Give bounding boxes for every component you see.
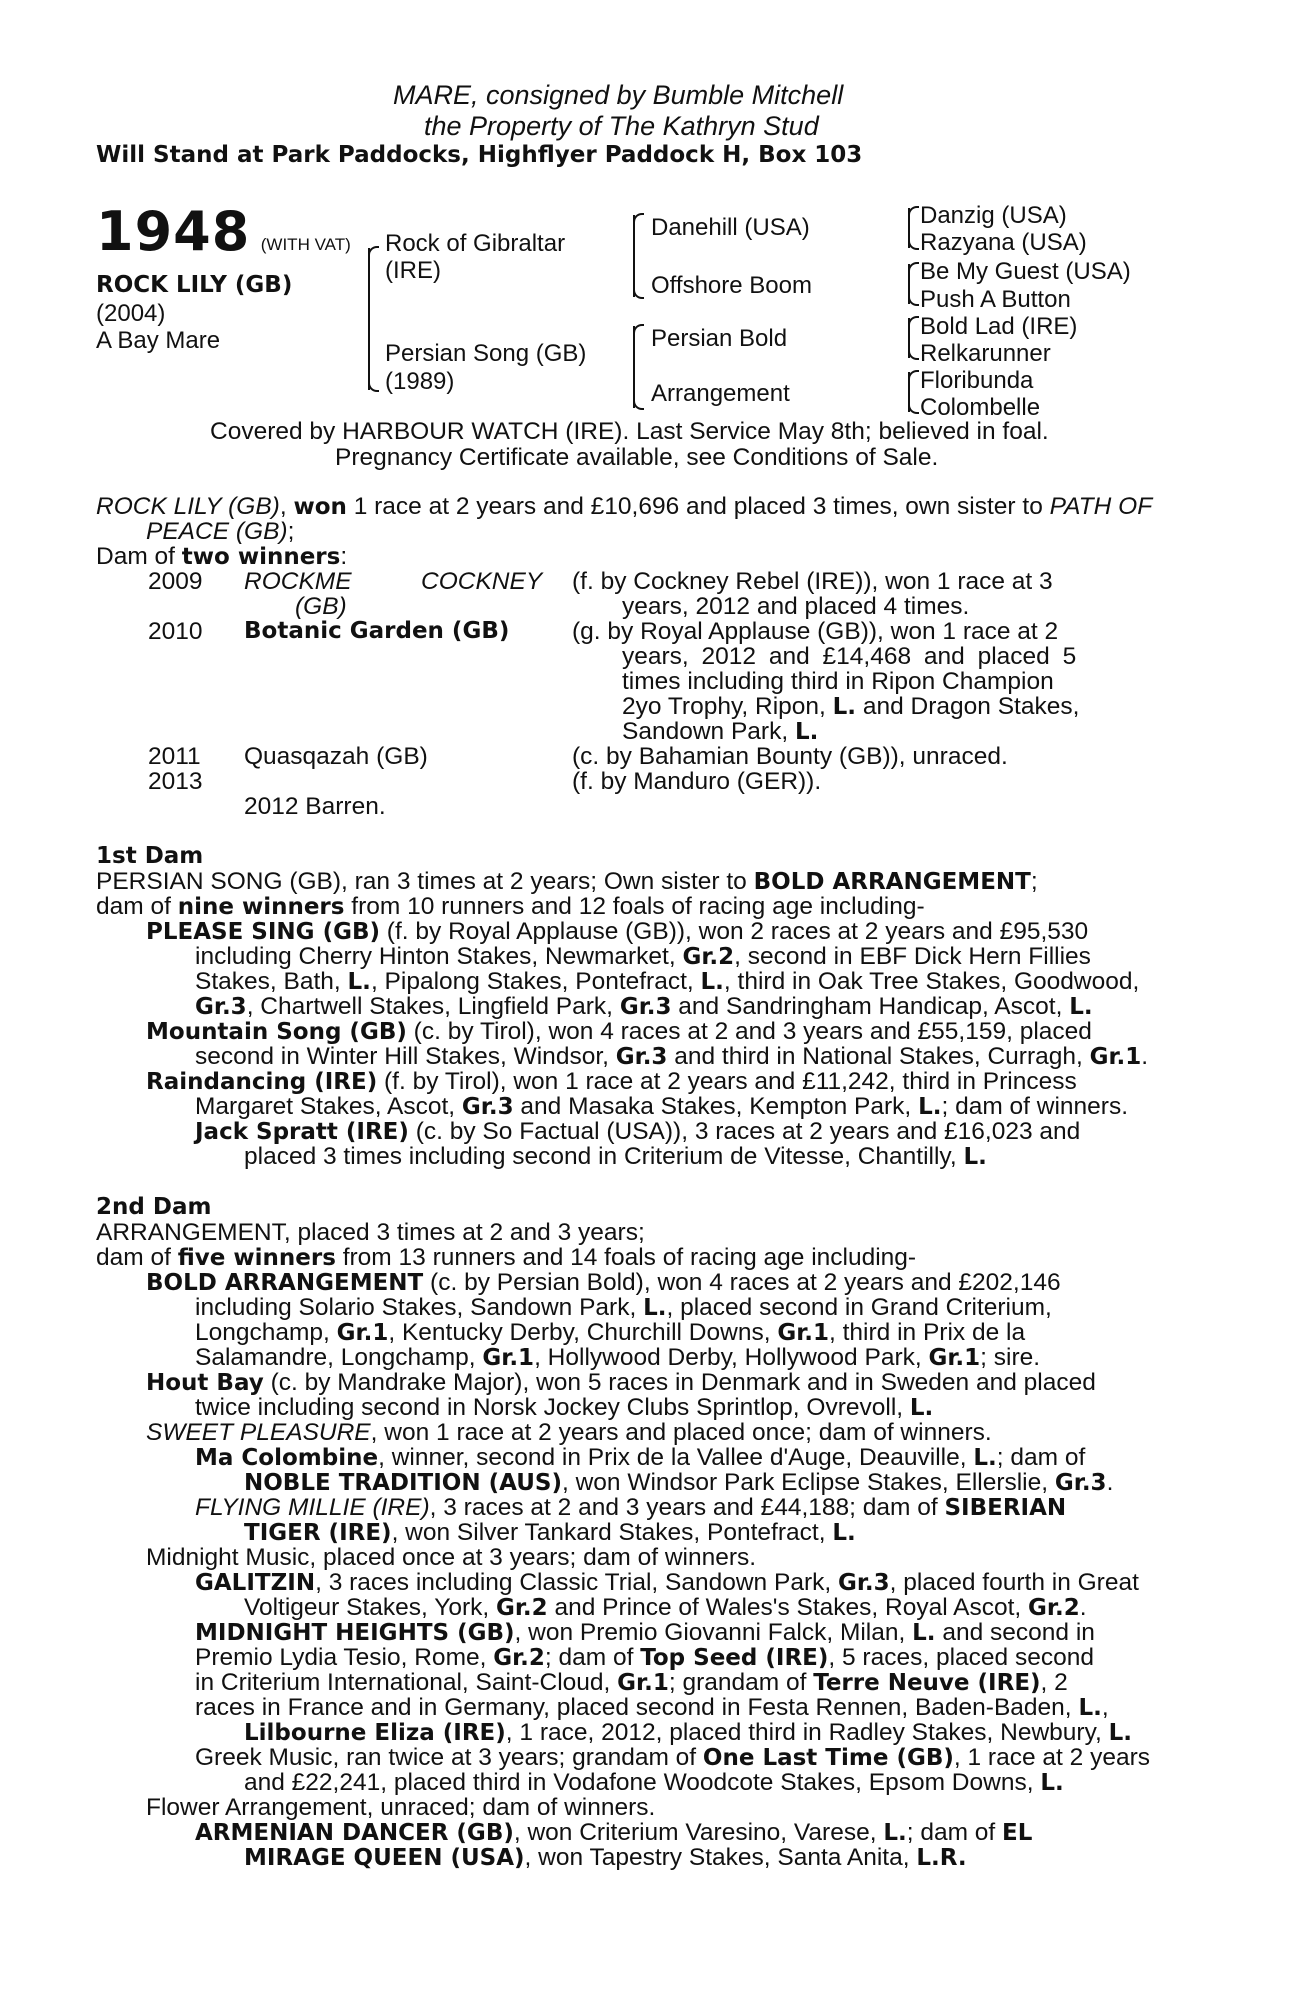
horse-year: (2004) — [96, 300, 166, 327]
armenian-dancer-2a: MIRAGE QUEEN (USA) — [244, 1845, 525, 1871]
armenian-dancer-1b: , won Criterium Varesino, Varese, — [513, 1819, 884, 1846]
intro-line-1 — [96, 494, 1152, 521]
midnight-heights-1c: L. — [912, 1620, 936, 1646]
greek-music-2b: L. — [1040, 1770, 1064, 1796]
flying-millie-1 — [195, 1495, 1066, 1522]
please-sing-3 — [195, 969, 1139, 996]
midnight-heights-1 — [195, 1620, 1095, 1647]
please-sing-1 — [146, 919, 1088, 946]
please-sing-1b: (f. by Royal Applause (GB)), won 2 races at 2 years and £95,530 — [380, 918, 1089, 945]
first-dam-l1c: ; — [1030, 868, 1038, 895]
bold-arrangement-3e: , third in Prix de la — [829, 1319, 1026, 1346]
mountain-song-name: Mountain Song (GB) — [146, 1019, 407, 1045]
bold-arrangement-4e: ; sire. — [980, 1344, 1041, 1371]
midnight-heights-3c: ; grandam of — [668, 1669, 814, 1696]
produce-desc-2010-5a: Sandown Park, — [622, 718, 795, 745]
produce-desc-2010-5b: L. — [794, 719, 819, 745]
raindancing-2b: Gr.3 — [461, 1094, 514, 1120]
produce-year-2009: 2009 — [148, 568, 203, 595]
produce-desc-2010-2: years, 2012 and £14,468 and placed 5 — [622, 643, 1077, 670]
greek-music-2 — [244, 1770, 1064, 1797]
intro-sister-2: PEACE (GB) — [146, 518, 288, 545]
flying-millie-2b: , won Silver Tankard Stakes, Pontefract, — [391, 1519, 833, 1546]
bold-arrangement-3b: Gr.1 — [336, 1320, 389, 1346]
jack-spratt-2a: placed 3 times including second in Criterium de Vitesse, Chantilly, — [244, 1143, 964, 1170]
lot-number — [96, 200, 351, 263]
midnight-heights-5c: L. — [1108, 1720, 1133, 1746]
midnight-heights-3 — [195, 1670, 1068, 1697]
ma-colombine-1d: ; dam of — [996, 1444, 1086, 1471]
greek-music-1 — [195, 1745, 1150, 1772]
bold-arrangement-2 — [195, 1295, 1052, 1322]
please-sing-2c: , second in EBF Dick Hern Fillies — [734, 943, 1091, 970]
flying-millie-name: FLYING MILLIE (IRE) — [195, 1494, 430, 1521]
horse-name: ROCK LILY (GB) — [96, 272, 293, 298]
produce-desc-2010-4a: 2yo Trophy, Ripon, — [622, 693, 833, 720]
first-dam-l2a: dam of — [96, 893, 178, 920]
galitzin-2d: Gr.2 — [1028, 1595, 1080, 1621]
pedigree-brace-ggs-2 — [908, 264, 910, 304]
produce-desc-2010-5 — [622, 719, 818, 746]
bold-arrangement-1b: (c. by Persian Bold), won 4 races at 2 years and £202,146 — [423, 1269, 1061, 1296]
bold-arrangement-4a: Salamandre, Longchamp, — [195, 1344, 483, 1371]
ma-colombine-2a: NOBLE TRADITION (AUS) — [244, 1470, 562, 1496]
produce-year-2013: 2013 — [148, 768, 203, 795]
pedigree-brace-ggs-3 — [908, 318, 910, 358]
raindancing-1 — [146, 1069, 1077, 1096]
armenian-dancer-name: ARMENIAN DANCER (GB) — [195, 1820, 514, 1846]
mountain-song-1 — [146, 1019, 1092, 1046]
bold-arrangement-4d: Gr.1 — [928, 1345, 981, 1371]
midnight-heights-1b: , won Premio Giovanni Falck, Milan, — [514, 1619, 913, 1646]
galitzin-name: GALITZIN — [195, 1570, 316, 1596]
galitzin-2 — [244, 1595, 1087, 1622]
grandsire-4: Arrangement — [651, 380, 790, 407]
bold-arrangement-4c: , Hollywood Derby, Hollywood Park, — [534, 1344, 929, 1371]
raindancing-2e: ; dam of winners. — [941, 1093, 1129, 1120]
second-dam-l2b: five winners — [177, 1245, 336, 1271]
dam-line-1: Persian Song (GB) — [385, 340, 587, 367]
bold-arrangement-3d: Gr.1 — [777, 1320, 829, 1346]
great-grandsire-7: Floribunda — [920, 367, 1034, 394]
great-grandsire-8: Colombelle — [920, 394, 1041, 421]
flying-millie-1b: , 3 races at 2 and 3 years and £44,188; dam of — [429, 1494, 945, 1521]
first-dam-title: 1st Dam — [96, 843, 204, 869]
bold-arrangement-name: BOLD ARRANGEMENT — [146, 1270, 424, 1296]
pedigree-brace-dam — [633, 326, 635, 408]
bold-arrangement-2b: L. — [643, 1295, 667, 1321]
galitzin-1d: , placed fourth in Great — [889, 1569, 1139, 1596]
produce-name-2009-b: COCKNEY — [421, 568, 543, 595]
ma-colombine-2 — [244, 1470, 1113, 1497]
please-sing-3b: L. — [347, 969, 371, 995]
mountain-song-2c: and third in National Stakes, Curragh, — [667, 1043, 1090, 1070]
produce-year-2011: 2011 — [148, 743, 201, 770]
please-sing-4e: L. — [1069, 994, 1093, 1020]
header-line-1: MARE, consigned by Bumble Mitchell — [393, 80, 844, 110]
armenian-dancer-2c: L.R. — [916, 1845, 967, 1871]
second-dam-title: 2nd Dam — [96, 1194, 212, 1220]
intro-sister-end: ; — [287, 518, 295, 545]
pedigree-brace-sire — [633, 215, 635, 297]
greek-music-1b: One Last Time (GB) — [702, 1745, 954, 1771]
pedigree-brace-ggs-1 — [908, 208, 910, 248]
pedigree-brace-main — [368, 248, 370, 390]
flying-millie-2c: L. — [832, 1520, 856, 1546]
midnight-heights-5 — [244, 1720, 1132, 1747]
great-grandsire-1: Danzig (USA) — [920, 202, 1067, 229]
please-sing-3a: Stakes, Bath, — [195, 968, 348, 995]
hout-bay-2b: L. — [909, 1395, 934, 1421]
produce-desc-2010-3: times including third in Ripon Champion — [622, 668, 1054, 695]
intro-rest: 1 race at 2 years and £10,696 and placed 3 times, own sister to — [346, 493, 1050, 520]
produce-year-2010: 2010 — [148, 618, 203, 645]
dam-line-2: (1989) — [385, 368, 455, 395]
please-sing-3d: L. — [700, 969, 724, 995]
sire-line-1: Rock of Gibraltar — [385, 230, 566, 257]
armenian-dancer-1c: L. — [883, 1820, 907, 1846]
second-dam-line-1: ARRANGEMENT, placed 3 times at 2 and 3 years; — [96, 1219, 645, 1246]
please-sing-4d: and Sandringham Handicap, Ascot, — [671, 993, 1070, 1020]
midnight-heights-2c: ; dam of — [544, 1644, 641, 1671]
produce-desc-2010-1: (g. by Royal Applause (GB)), won 1 race at 2 — [572, 618, 1059, 645]
midnight-heights-2b: Gr.2 — [493, 1645, 545, 1671]
galitzin-1c: Gr.3 — [837, 1570, 890, 1596]
intro-sister-1: PATH OF — [1049, 493, 1153, 520]
produce-desc-2013: (f. by Manduro (GER)). — [572, 768, 822, 795]
ma-colombine-2c: Gr.3 — [1054, 1470, 1107, 1496]
raindancing-2d: L. — [918, 1094, 942, 1120]
raindancing-2 — [195, 1094, 1128, 1121]
galitzin-2a: Voltigeur Stakes, York, — [244, 1594, 496, 1621]
midnight-heights-2d: Top Seed (IRE) — [640, 1645, 829, 1671]
midnight-heights-5a: Lilbourne Eliza (IRE) — [244, 1720, 506, 1746]
grandsire-1: Danehill (USA) — [651, 214, 810, 241]
bold-arrangement-4b: Gr.1 — [482, 1345, 535, 1371]
great-grandsire-3: Be My Guest (USA) — [920, 258, 1131, 285]
produce-desc-2010-4 — [622, 694, 1079, 721]
ma-colombine-2b: , won Windsor Park Eclipse Stakes, Ellerslie, — [561, 1469, 1055, 1496]
intro-horse-name: ROCK LILY (GB) — [96, 493, 280, 520]
produce-name-2009-c: (GB) — [295, 593, 347, 620]
galitzin-2e: . — [1079, 1594, 1087, 1621]
grandsire-2: Offshore Boom — [651, 272, 812, 299]
pedigree-brace-ggs-4 — [908, 372, 910, 412]
armenian-dancer-1d: ; dam of — [906, 1819, 1003, 1846]
raindancing-2c: and Masaka Stakes, Kempton Park, — [513, 1093, 919, 1120]
midnight-heights-3a: in Criterium International, Saint-Cloud, — [195, 1669, 618, 1696]
intro-line-3 — [96, 544, 347, 571]
hout-bay-1 — [146, 1370, 1096, 1397]
sweet-pleasure-1 — [146, 1420, 992, 1446]
great-grandsire-6: Relkarunner — [920, 340, 1051, 367]
sweet-pleasure-1b: , won 1 race at 2 years and placed once; dam of winners. — [370, 1419, 992, 1446]
armenian-dancer-1 — [195, 1820, 1032, 1847]
midnight-heights-4 — [195, 1695, 1109, 1722]
bold-arrangement-3c: , Kentucky Derby, Churchill Downs, — [388, 1319, 778, 1346]
raindancing-1b: (f. by Tirol), won 1 race at 2 years and £11,242, third in Princess — [377, 1068, 1077, 1095]
flying-millie-2a: TIGER (IRE) — [244, 1520, 392, 1546]
midnight-music-1: Midnight Music, placed once at 3 years; dam of winners. — [146, 1544, 757, 1571]
first-dam-l2c: from 10 runners and 12 foals of racing age including- — [344, 893, 925, 920]
produce-desc-2009-2: years, 2012 and placed 4 times. — [622, 593, 970, 620]
produce-desc-2009-1: (f. by Cockney Rebel (IRE)), won 1 race at 3 — [572, 568, 1053, 595]
please-sing-2b: Gr.2 — [682, 944, 735, 970]
sweet-pleasure-name: SWEET PLEASURE — [146, 1419, 371, 1446]
please-sing-4b: , Chartwell Stakes, Lingfield Park, — [246, 993, 620, 1020]
header-line-2: the Property of The Kathryn Stud — [424, 111, 819, 141]
intro-colon: : — [340, 543, 348, 570]
please-sing-3c: , Pipalong Stakes, Pontefract, — [370, 968, 701, 995]
galitzin-1b: , 3 races including Classic Trial, Sandown Park, — [315, 1569, 838, 1596]
produce-barren: 2012 Barren. — [244, 793, 386, 820]
header-line-3: Will Stand at Park Paddocks, Highflyer Paddock H, Box 103 — [96, 142, 863, 168]
bold-arrangement-1 — [146, 1270, 1061, 1297]
bold-arrangement-4 — [195, 1345, 1040, 1372]
jack-spratt-1b: (c. by So Factual (USA)), 3 races at 2 years and £16,023 and — [408, 1118, 1081, 1145]
please-sing-3e: , third in Oak Tree Stakes, Goodwood, — [723, 968, 1140, 995]
second-dam-l2a: dam of — [96, 1244, 178, 1271]
armenian-dancer-1e: EL — [1002, 1820, 1033, 1846]
bold-arrangement-3a: Longchamp, — [195, 1319, 337, 1346]
ma-colombine-1c: L. — [973, 1445, 997, 1471]
second-dam-line-2 — [96, 1245, 916, 1272]
first-dam-l1a: PERSIAN SONG (GB), ran 3 times at 2 years; Own sister to — [96, 868, 754, 895]
greek-music-1a: Greek Music, ran twice at 3 years; grandam of — [195, 1744, 703, 1771]
flower-arrangement-1: Flower Arrangement, unraced; dam of winners. — [146, 1794, 656, 1821]
mountain-song-2 — [195, 1044, 1148, 1071]
please-sing-4a: Gr.3 — [195, 994, 247, 1020]
covered-line-1: Covered by HARBOUR WATCH (IRE). Last Service May 8th; believed in foal. — [210, 418, 1049, 445]
greek-music-2a: and £22,241, placed third in Vodafone Woodcote Stakes, Epsom Downs, — [244, 1769, 1041, 1796]
midnight-heights-4c: , — [1101, 1694, 1109, 1721]
first-dam-line-2 — [96, 894, 925, 921]
jack-spratt-1 — [195, 1119, 1080, 1146]
midnight-heights-5b: , 1 race, 2012, placed third in Radley Stakes, Newbury, — [505, 1719, 1109, 1746]
midnight-heights-1d: and second in — [935, 1619, 1095, 1646]
mountain-song-1b: (c. by Tirol), won 4 races at 2 and 3 years and £55,159, placed — [406, 1018, 1092, 1045]
intro-won: won — [293, 494, 347, 520]
please-sing-4c: Gr.3 — [619, 994, 672, 1020]
ma-colombine-1b: , winner, second in Prix de la Vallee d'Auge, Deauville, — [378, 1444, 974, 1471]
sire-line-2: (IRE) — [385, 257, 441, 284]
raindancing-2a: Margaret Stakes, Ascot, — [195, 1093, 462, 1120]
midnight-heights-3e: , 2 — [1040, 1669, 1068, 1696]
second-dam-l2c: from 13 runners and 14 foals of racing age including- — [335, 1244, 917, 1271]
produce-name-2011: Quasqazah (GB) — [244, 743, 428, 770]
midnight-heights-2e: , 5 races, placed second — [828, 1644, 1094, 1671]
hout-bay-2 — [195, 1395, 933, 1422]
bold-arrangement-3 — [195, 1320, 1025, 1347]
intro-sep: , — [279, 493, 294, 520]
armenian-dancer-2b: , won Tapestry Stakes, Santa Anita, — [524, 1844, 917, 1871]
mountain-song-2b: Gr.3 — [615, 1044, 668, 1070]
please-sing-2a: including Cherry Hinton Stakes, Newmarket, — [195, 943, 683, 970]
flying-millie-2 — [244, 1520, 856, 1547]
great-grandsire-2: Razyana (USA) — [920, 229, 1087, 256]
jack-spratt-name: Jack Spratt (IRE) — [195, 1119, 409, 1145]
lot-vat: (WITH VAT) — [260, 235, 351, 254]
ma-colombine-name: Ma Colombine — [195, 1445, 379, 1471]
midnight-heights-2a: Premio Lydia Tesio, Rome, — [195, 1644, 494, 1671]
bold-arrangement-2c: , placed second in Grand Criterium, — [666, 1294, 1052, 1321]
horse-description: A Bay Mare — [96, 327, 221, 354]
grandsire-3: Persian Bold — [651, 325, 788, 352]
galitzin-1 — [195, 1570, 1139, 1597]
first-dam-line-1 — [96, 869, 1038, 896]
produce-desc-2010-4b: L. — [832, 694, 857, 720]
mountain-song-2e: . — [1141, 1043, 1149, 1070]
intro-line-2 — [146, 519, 294, 545]
covered-line-2: Pregnancy Certificate available, see Conditions of Sale. — [335, 444, 939, 471]
ma-colombine-1 — [195, 1445, 1085, 1472]
midnight-heights-3d: Terre Neuve (IRE) — [813, 1670, 1041, 1696]
great-grandsire-5: Bold Lad (IRE) — [920, 313, 1078, 340]
lot-number-value: 1948 — [96, 200, 251, 263]
first-dam-l1b: BOLD ARRANGEMENT — [753, 869, 1031, 895]
first-dam-l2b: nine winners — [177, 894, 345, 920]
mountain-song-2a: second in Winter Hill Stakes, Windsor, — [195, 1043, 616, 1070]
produce-desc-2011: (c. by Bahamian Bounty (GB)), unraced. — [572, 743, 1008, 770]
jack-spratt-2 — [244, 1144, 987, 1171]
galitzin-2c: and Prince of Wales's Stakes, Royal Ascot, — [547, 1594, 1029, 1621]
midnight-heights-3b: Gr.1 — [617, 1670, 669, 1696]
produce-name-2010: Botanic Garden (GB) — [244, 618, 510, 644]
armenian-dancer-2 — [244, 1845, 967, 1872]
galitzin-2b: Gr.2 — [495, 1595, 548, 1621]
produce-desc-2010-4c: and Dragon Stakes, — [856, 693, 1080, 720]
great-grandsire-4: Push A Button — [920, 286, 1071, 313]
produce-name-2009-a: ROCKME — [244, 568, 352, 595]
please-sing-2 — [195, 944, 1091, 971]
bold-arrangement-2a: including Solario Stakes, Sandown Park, — [195, 1294, 644, 1321]
ma-colombine-2d: . — [1106, 1469, 1114, 1496]
raindancing-name: Raindancing (IRE) — [146, 1069, 378, 1095]
midnight-heights-2 — [195, 1645, 1094, 1672]
mountain-song-2d: Gr.1 — [1089, 1044, 1142, 1070]
flying-millie-1c: SIBERIAN — [944, 1495, 1067, 1521]
midnight-heights-name: MIDNIGHT HEIGHTS (GB) — [195, 1620, 515, 1646]
hout-bay-1b: (c. by Mandrake Major), won 5 races in Denmark and in Sweden and placed — [263, 1369, 1096, 1396]
midnight-heights-4b: L. — [1078, 1695, 1102, 1721]
intro-dam-of: Dam of — [96, 543, 182, 570]
please-sing-4 — [195, 994, 1093, 1021]
hout-bay-2a: twice including second in Norsk Jockey Clubs Sprintlop, Ovrevoll, — [195, 1394, 910, 1421]
greek-music-1c: , 1 race at 2 years — [953, 1744, 1150, 1771]
intro-winners: two winners — [181, 544, 341, 570]
midnight-heights-4a: races in France and in Germany, placed second in Festa Rennen, Baden-Baden, — [195, 1694, 1079, 1721]
jack-spratt-2b: L. — [963, 1144, 987, 1170]
please-sing-name: PLEASE SING (GB) — [146, 919, 380, 945]
hout-bay-name: Hout Bay — [146, 1370, 264, 1396]
